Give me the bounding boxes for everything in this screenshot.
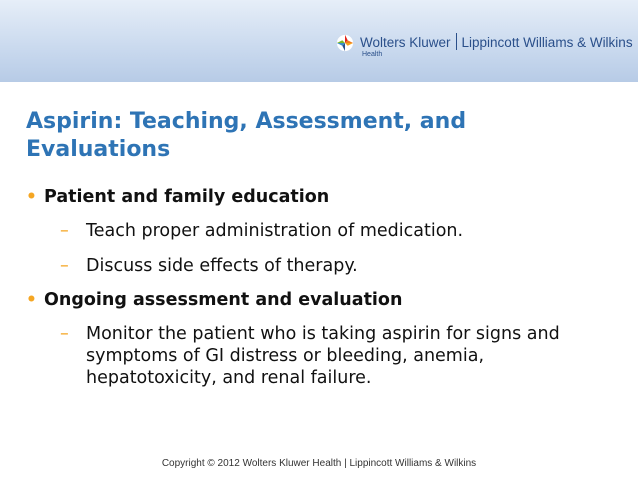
slide-title: Aspirin: Teaching, Assessment, and Evaluations [26,109,467,162]
sub-bullet-text: Monitor the patient who is taking aspirin for signs and symptoms of GI distress or bleeding, anemia, hepatotoxicity, and renal failure. [86,324,560,388]
logo-brand-secondary: Lippincott Williams & Wilkins [461,35,633,50]
logo-brand-sub: Health [362,51,383,58]
footer-copyright: Copyright © 2012 Wolters Kluwer Health | Lippincott Williams & Wilkins [161,458,477,469]
slide-content [26,186,616,389]
sub-bullet-dash-icon: – [60,221,69,241]
bullet-text: Ongoing assessment and evaluation [44,290,403,310]
sub-bullet-dash-icon: – [60,256,69,276]
logo-brand-primary: Wolters Kluwer [360,35,451,50]
bullet-dot-icon: • [26,290,37,310]
sub-bullet-dash-icon: – [60,324,69,344]
publisher-logo [336,33,633,63]
sub-bullet-item [26,255,616,277]
logo-divider [456,33,457,50]
wolters-kluwer-logo-icon [336,34,354,52]
bullet-item [26,186,616,208]
bullet-item [26,289,616,311]
sub-bullet-text: Discuss side effects of therapy. [86,256,358,276]
sub-bullet-item [26,220,616,242]
sub-bullet-item [26,323,586,389]
bullet-dot-icon: • [26,187,37,207]
bullet-text: Patient and family education [44,187,330,207]
sub-bullet-text: Teach proper administration of medication. [86,221,464,241]
